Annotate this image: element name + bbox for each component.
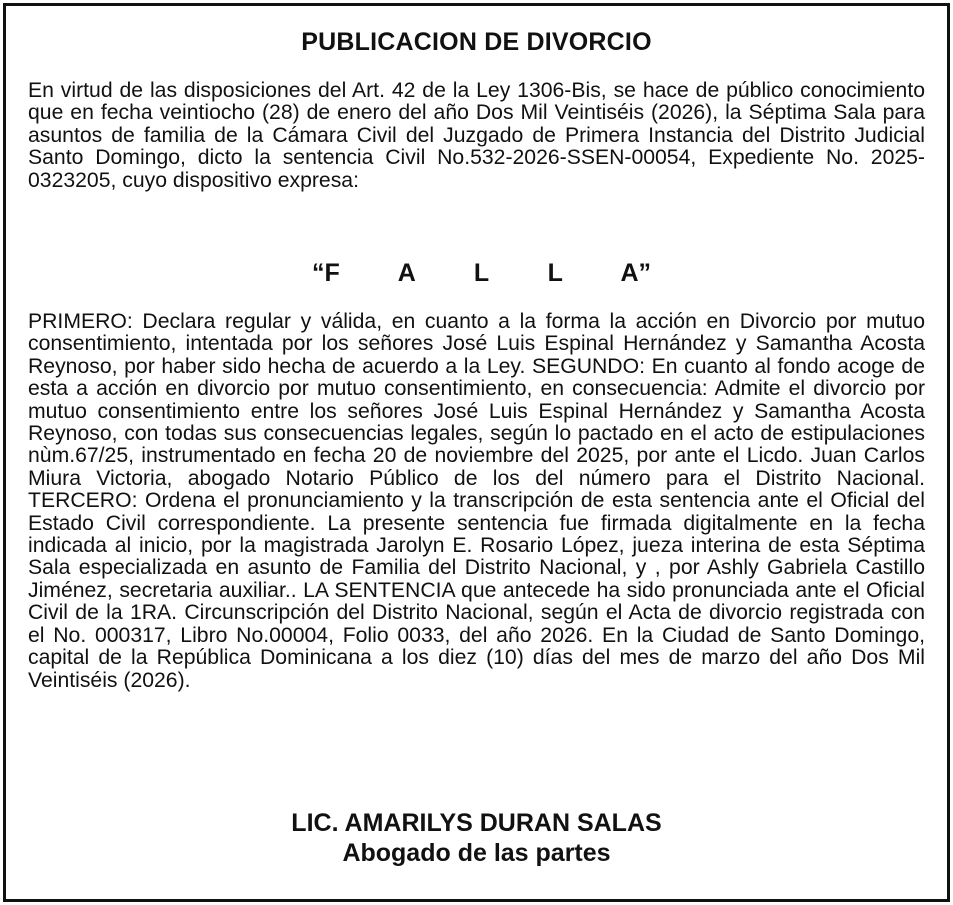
falla-heading: “F A L L A” xyxy=(311,259,652,287)
signature-block xyxy=(6,808,947,868)
notice-title: PUBLICACION DE DIVORCIO xyxy=(301,28,652,56)
signature-role: Abogado de las partes xyxy=(342,839,611,867)
ruling-paragraph: PRIMERO: Declara regular y válida, en cuanto a la forma la acción en Divorcio por mutuo consentimiento, intentada por los señores José Luis Espinal Hernández y Samantha Acosta Reynoso, por haber sido hecha de acuerdo a la Ley. SEGUNDO: En cuanto al fondo acoge de esta a acción en divorcio por mutuo consentimiento, en consecuencia: Admite el divorcio por mutuo consentimiento entre los señores José Luis Espinal Hernández y Samantha Acosta Reynoso, con todas sus consecuencias legales, según lo pactado en el acto de estipulaciones nùm.67/25, instrumentado en fecha 20 de noviembre del 2025, por ante el Licdo. Juan Carlos Miura Victoria, abogado Notario Público de los del número para el Distrito Nacional. TERCERO: Ordena el pronunciamiento y la transcripción de esta sentencia ante el Oficial del Estado Civil correspondiente. La presente sentencia fue firmada digitalmente en la fecha indicada al inicio, por la magistrada Jarolyn E. Rosario López, jueza interina de esta Séptima Sala especializada en asunto de Familia del Distrito Nacional, y , por Ashly Gabriela Castillo Jiménez, secretaria auxiliar.. LA SENTENCIA que antecede ha sido pronunciada ante el Oficial Civil de la 1RA. Circunscripción del Distrito Nacional, según el Acta de divorcio registrada con el No. 000317, Libro No.00004, Folio 0033, del año 2026. En la Ciudad de Santo Domingo, capital de la República Dominicana a los diez (10) días del mes de marzo del año Dos Mil Veintiséis (2026). xyxy=(28,310,925,692)
legal-notice xyxy=(3,3,950,902)
intro-paragraph: En virtud de las disposiciones del Art. 42 de la Ley 1306-Bis, se hace de público conocimiento que en fecha veintiocho (28) de enero del año Dos Mil Veintiséis (2026), la Séptima Sala para asuntos de familia de la Cámara Civil del Juzgado de Primera Instancia del Distrito Judicial Santo Domingo, dicto la sentencia Civil No.532-2026-SSEN-00054, Expediente No. 2025-0323205, cuyo dispositivo expresa: xyxy=(28,79,925,192)
signature-name: LIC. AMARILYS DURAN SALAS xyxy=(291,809,662,837)
